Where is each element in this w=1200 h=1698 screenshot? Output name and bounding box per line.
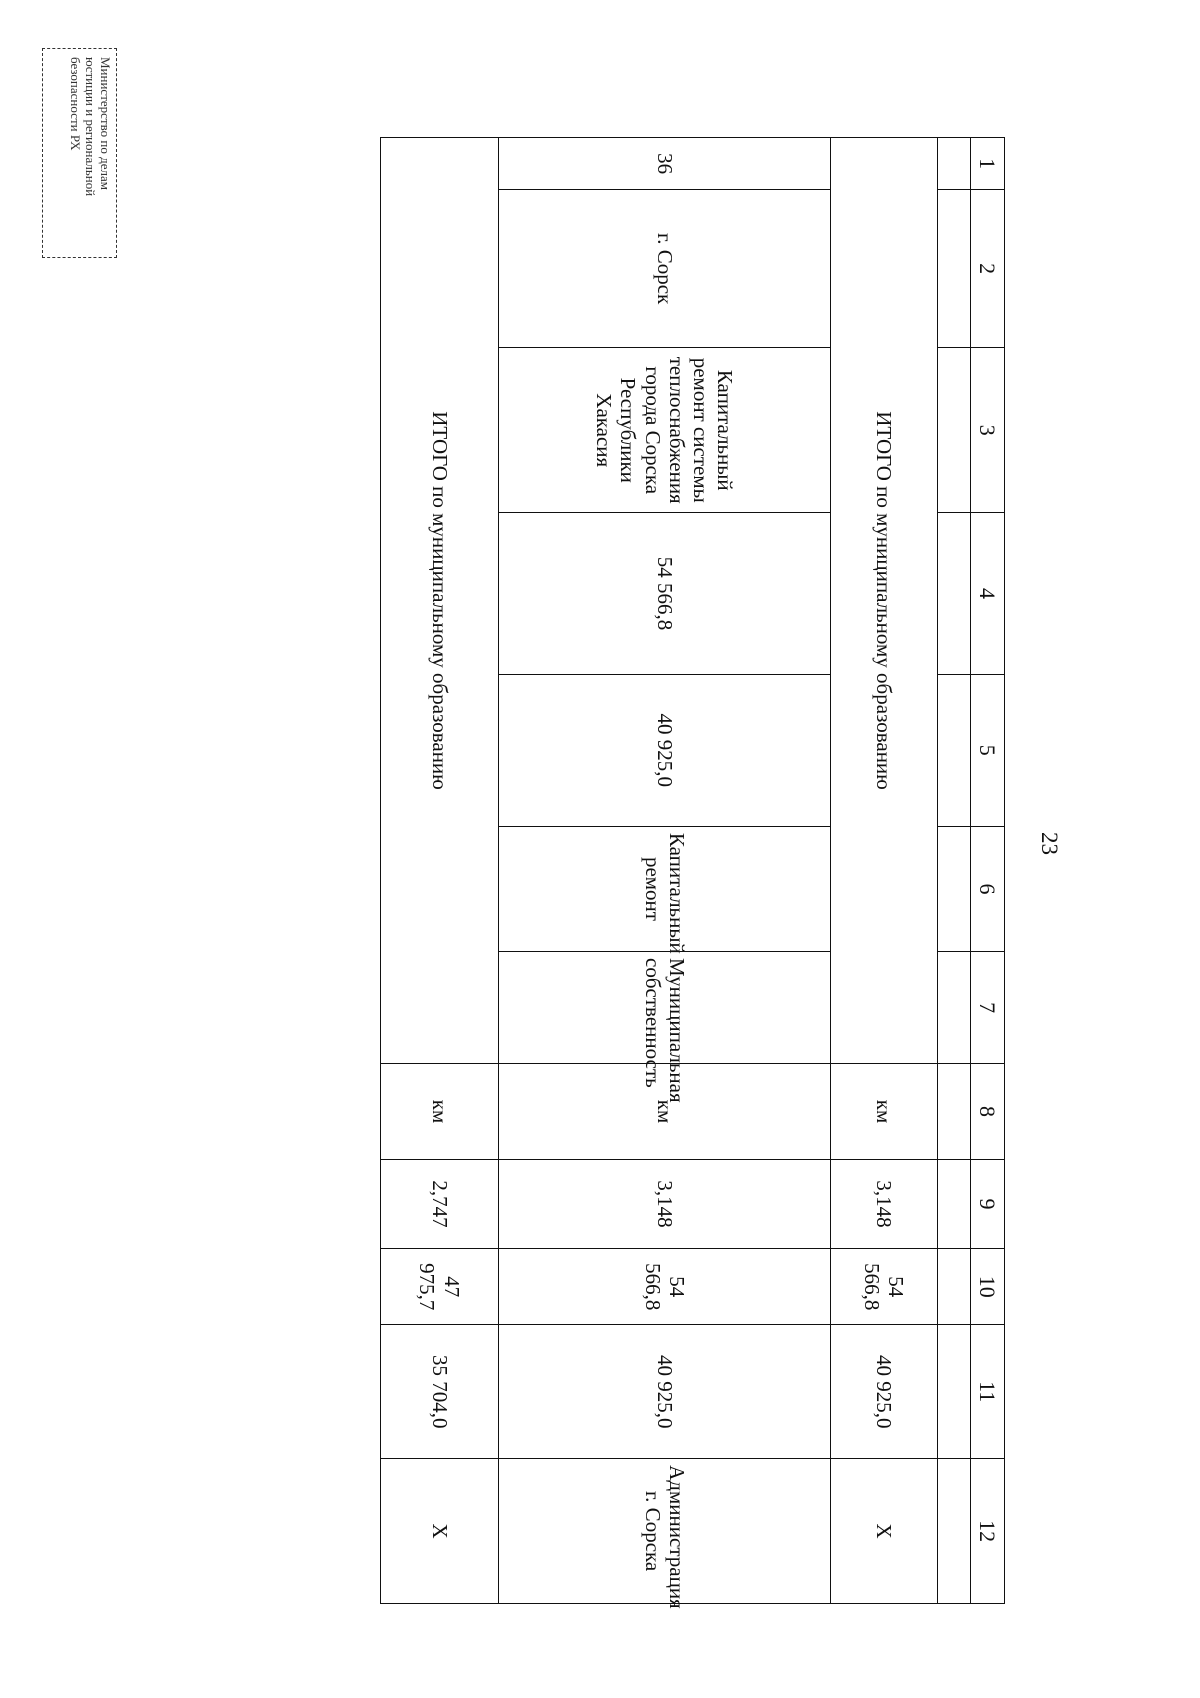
municipality-cell: г. Сорск	[498, 190, 830, 348]
data-table	[380, 137, 1005, 1609]
cost-cell: 47 975,7	[381, 1249, 499, 1325]
funding-cell: 40 925,0	[498, 1325, 830, 1459]
length-cell: 3,148	[498, 1159, 830, 1248]
header-row	[971, 138, 1005, 1604]
header-cell: 11	[971, 1325, 1005, 1459]
budget-cell: 40 925,0	[498, 674, 830, 826]
responsible-cell: Х	[831, 1459, 938, 1604]
header-cell: 6	[971, 826, 1005, 951]
table-row-item	[498, 138, 830, 1604]
data-table-container	[380, 137, 1005, 1609]
estimated-cost-cell: 54 566,8	[498, 513, 830, 674]
header-cell: 10	[971, 1249, 1005, 1325]
header-cell: 8	[971, 1064, 1005, 1160]
cost-cell: 54 566,8	[831, 1249, 938, 1325]
table-row-total-1	[831, 138, 938, 1604]
page-number: 23	[1037, 832, 1062, 855]
table-row-total-2	[381, 138, 499, 1604]
header-cell: 3	[971, 348, 1005, 513]
row-number: 36	[498, 138, 830, 190]
total-label: ИТОГО по муниципальному образованию	[831, 138, 938, 1064]
funding-cell: 35 704,0	[381, 1325, 499, 1459]
header-cell: 4	[971, 513, 1005, 674]
project-name-cell: Капитальный ремонт системы теплоснабжения города Сорска Республики Хакасия	[498, 348, 830, 513]
responsible-cell: Администрация г. Сорска	[498, 1459, 830, 1604]
blank-row	[937, 138, 971, 1604]
length-cell: 2,747	[381, 1159, 499, 1248]
responsible-cell: Х	[381, 1459, 499, 1604]
header-cell: 5	[971, 674, 1005, 826]
length-cell: 3,148	[831, 1159, 938, 1248]
stamp-text	[68, 57, 113, 247]
header-cell: 1	[971, 138, 1005, 190]
ownership-cell: Муниципальная собственность	[498, 952, 830, 1064]
total-label: ИТОГО по муниципальному образованию	[381, 138, 499, 1064]
header-cell: 12	[971, 1459, 1005, 1604]
stamp-line: Министерство по делам	[98, 57, 113, 190]
header-cell: 9	[971, 1159, 1005, 1248]
official-stamp	[42, 48, 117, 258]
work-type-cell: Капитальный ремонт	[498, 826, 830, 951]
stamp-line: безопасности РХ	[68, 57, 83, 151]
unit-cell: км	[381, 1064, 499, 1160]
unit-cell: км	[498, 1064, 830, 1160]
stamp-line: юстиции и региональной	[83, 57, 98, 197]
header-cell: 2	[971, 190, 1005, 348]
cost-cell: 54 566,8	[498, 1249, 830, 1325]
funding-cell: 40 925,0	[831, 1325, 938, 1459]
unit-cell: км	[831, 1064, 938, 1160]
header-cell: 7	[971, 952, 1005, 1064]
